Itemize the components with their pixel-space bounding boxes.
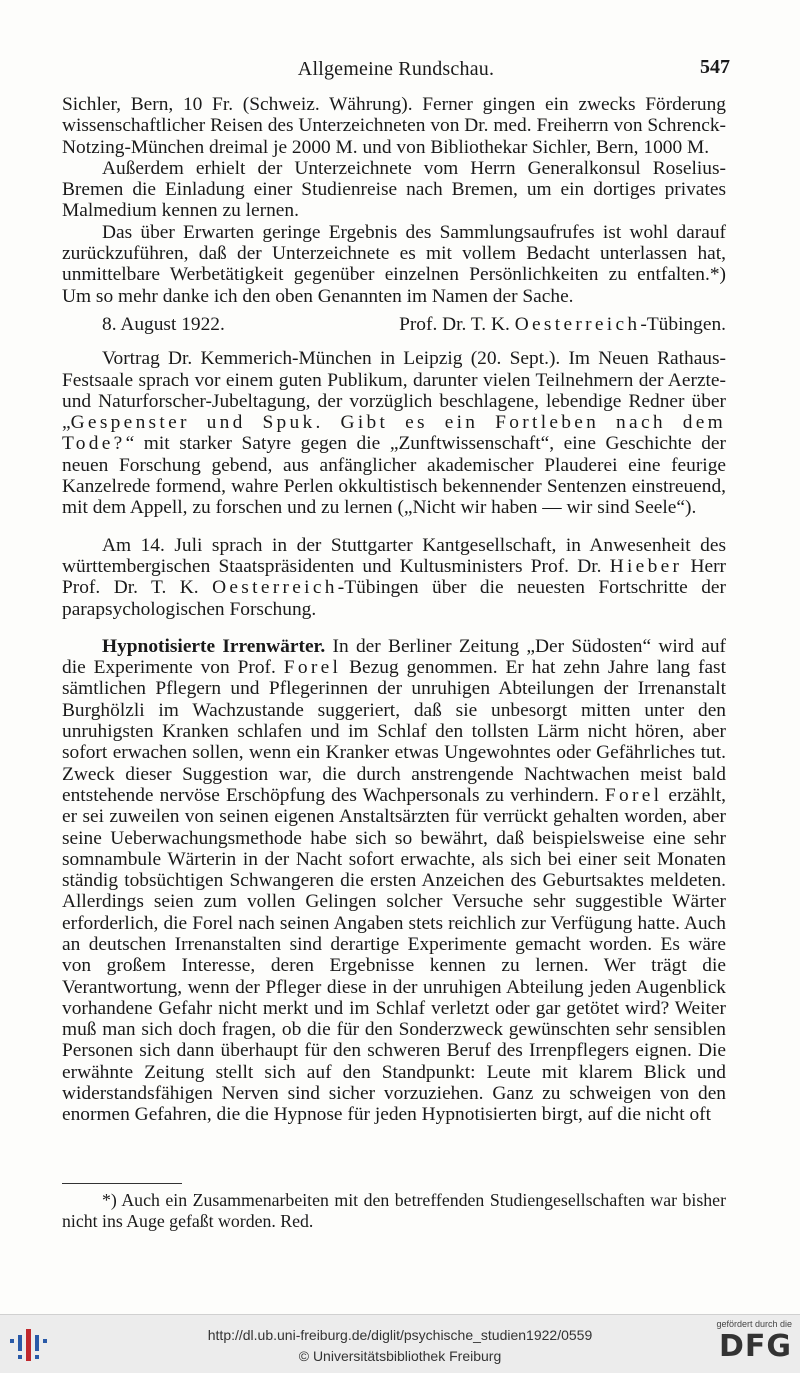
dfg-funding-note: gefördert durch die xyxy=(716,1319,792,1329)
body-text xyxy=(62,94,726,1126)
permalink[interactable]: http://dl.ub.uni-freiburg.de/diglit/psychische_studien1922/0559 xyxy=(207,1327,593,1343)
viewer-footer xyxy=(0,1314,800,1373)
paragraph-donations: Sichler, Bern, 10 Fr. (Schweiz. Währung). Ferner gingen ein zwecks Förderung wissenschaftlicher Reisen des Unterzeichneten von Dr. med. Freiherrn von Schrenck-Notzing-München dreimal je 2000 M. und von Bibliothekar Sichler, Bern, 1000 M. xyxy=(62,94,726,158)
copyright-notice: © Universitätsbibliothek Freiburg xyxy=(298,1348,502,1364)
section-runin-heading: Hypnotisierte Irrenwärter. xyxy=(102,635,326,657)
footnote: *) Auch ein Zusammenarbeiten mit den betreffenden Studiengesellschaften war bisher nicht ins Auge gefaßt worden. Red. xyxy=(62,1190,726,1231)
paragraph-lecture-kemmerich xyxy=(62,348,726,518)
name-oesterreich: Oesterreich xyxy=(212,577,338,599)
footnote-divider xyxy=(62,1183,182,1184)
dateline xyxy=(62,314,726,335)
paragraph-result: Das über Erwarten geringe Ergebnis des Sammlungsaufrufes ist wohl darauf zurückzuführen, daß der Unterzeichnete es mit vollem Bedacht unterlassen hat, unmittelbare Werbetätigkeit gegenüber einzelnen Persönlichkeiten zu entfalten.*) Um so mehr danke ich den oben Genannten im Namen der Sache. xyxy=(62,221,726,307)
running-head xyxy=(62,58,730,86)
page-number: 547 xyxy=(700,56,730,78)
dateline-signature xyxy=(399,314,726,335)
paragraph-invitation: Außerdem erhielt der Unterzeichnete vom Herrn Generalkonsul Roselius-Bremen die Einladung einer Studienreise nach Bremen, um ein dortiges privates Malmedium kennen zu lernen. xyxy=(62,157,726,222)
lecture-text-b: “ mit starker Satyre gegen die „Zunftwissenschaft“, eine Geschichte der neuen Forschung gebend, aus anfänglicher akademischer Plauderei eine feurige Kanzelrede formend, wahre Perlen okkultistisch bekennender Sentenzen einstreuend, mit dem Appell, zu forschen und zu lernen („Nicht wir haben — wir sind Seele“). xyxy=(62,433,726,519)
kant-text-b: Herr Prof. Dr. T. K. xyxy=(62,555,726,599)
lecture-title: Gespenster und Spuk. Gibt es ein Fortleben nach dem Tode? xyxy=(62,412,726,455)
kant-text-a: Am 14. Juli sprach in der Stuttgarter Kantgesellschaft, in Anwesenheit des württembergischen Staatspräsidenten und Kultusministers Prof. Dr. xyxy=(62,534,726,577)
dateline-date: 8. August 1922. xyxy=(102,313,225,335)
name-hieber: Hieber xyxy=(609,555,683,577)
paragraph-kantgesellschaft xyxy=(62,535,726,620)
hypno-text-a: In der Berliner Zeitung „Der Südosten“ wird auf die Experimente von Prof. xyxy=(62,635,726,679)
signature-suffix: -Tübingen. xyxy=(640,313,726,335)
signature-prefix: Prof. Dr. T. K. xyxy=(399,313,510,335)
name-forel: Forel xyxy=(283,657,342,679)
lecture-text-a: Vortrag Dr. Kemmerich-München in Leipzig (20. Sept.). Im Neuen Rathaus-Festsaale sprach vor einem guten Publikum, darunter vielen Teilnehmern der Aerzte- und Naturforscher-Jubeltagung, der vorzüglich beschlagene, lebendige Redner über „ xyxy=(62,348,726,434)
dfg-badge[interactable] xyxy=(706,1319,792,1369)
hypno-text-c: erzählt, er sei zuweilen von seinen eigenen Anstaltsärzten für verrückt gehalten worden, aber seine Ueberwachungsmethode habe sich so bewährt, daß beispielsweise eine sehr somnambule Wärterin in der Nacht sofort erwachte, als sich bei einer seit Monaten ständig tobsüchtigen Schwangeren die ersten Anzeichen des Geburtsaktes meldeten. Allerdings seien zum vollen Gelingen solcher Versuche sehr suggestible Wärter erforderlich, die Forel nach seinen Angaben stets reichlich zur Verfügung hatte. Auch an deutschen Irrenanstalten sind derartige Experimente gemacht worden. Es wäre von großem Interesse, deren Ergebnisse kennen zu lernen. Wer trägt die Verantwortung, wenn der Pfleger diese in der unruhigen Abteilung jeden Augenblick vorhandene Gefahr nicht merkt und im Schlaf verletzt oder gar getötet wird? Weiter muß man sich doch fragen, ob die für den Sonderzweck gewünschten sehr sensiblen Personen sich dann überhaupt für den schweren Beruf des Irrenpflegers eignen. Die erwähnte Zeitung stellt sich auf den Standpunkt: Leute mit klarem Blick und widerstandsfähigen Nerven sind sicher vorzuziehen. Ganz zu schweigen von den enormen Gefahren, die die Hypnose für jeden Hypnotisierten birgt, auf die nicht oft xyxy=(62,784,726,1126)
signature-name: Oesterreich xyxy=(514,313,641,335)
kant-text-c: -Tübingen über die neuesten Fortschritte der parapsychologischen Forschung. xyxy=(62,577,726,620)
running-title: Allgemeine Rundschau. xyxy=(297,58,495,80)
dfg-logo: DFG xyxy=(718,1329,792,1364)
hypno-text-b: Bezug genommen. Er hat zehn Jahre lang fast sämtlichen Pflegern und Pflegerinnen der unruhigen Abteilungen der Irrenanstalt Burghölzli im Wachzustande suggeriert, daß sie unbesorgt mitten unter den unruhigsten Kranken schlafen und im Schlaf den tollsten Lärm nicht hören, aber sofort erwachen sollen, wenn ein Kranker etwas Ungewohntes oder Gefährliches tut. Zweck dieser Suggestion war, die durch anstrengende Nachtwachen meist bald entstehende nervöse Erschöpfung des Wachpersonals zu verhindern. xyxy=(62,657,726,806)
name-forel: Forel xyxy=(604,784,663,806)
paragraph-hypnotized-attendants xyxy=(62,636,726,1126)
